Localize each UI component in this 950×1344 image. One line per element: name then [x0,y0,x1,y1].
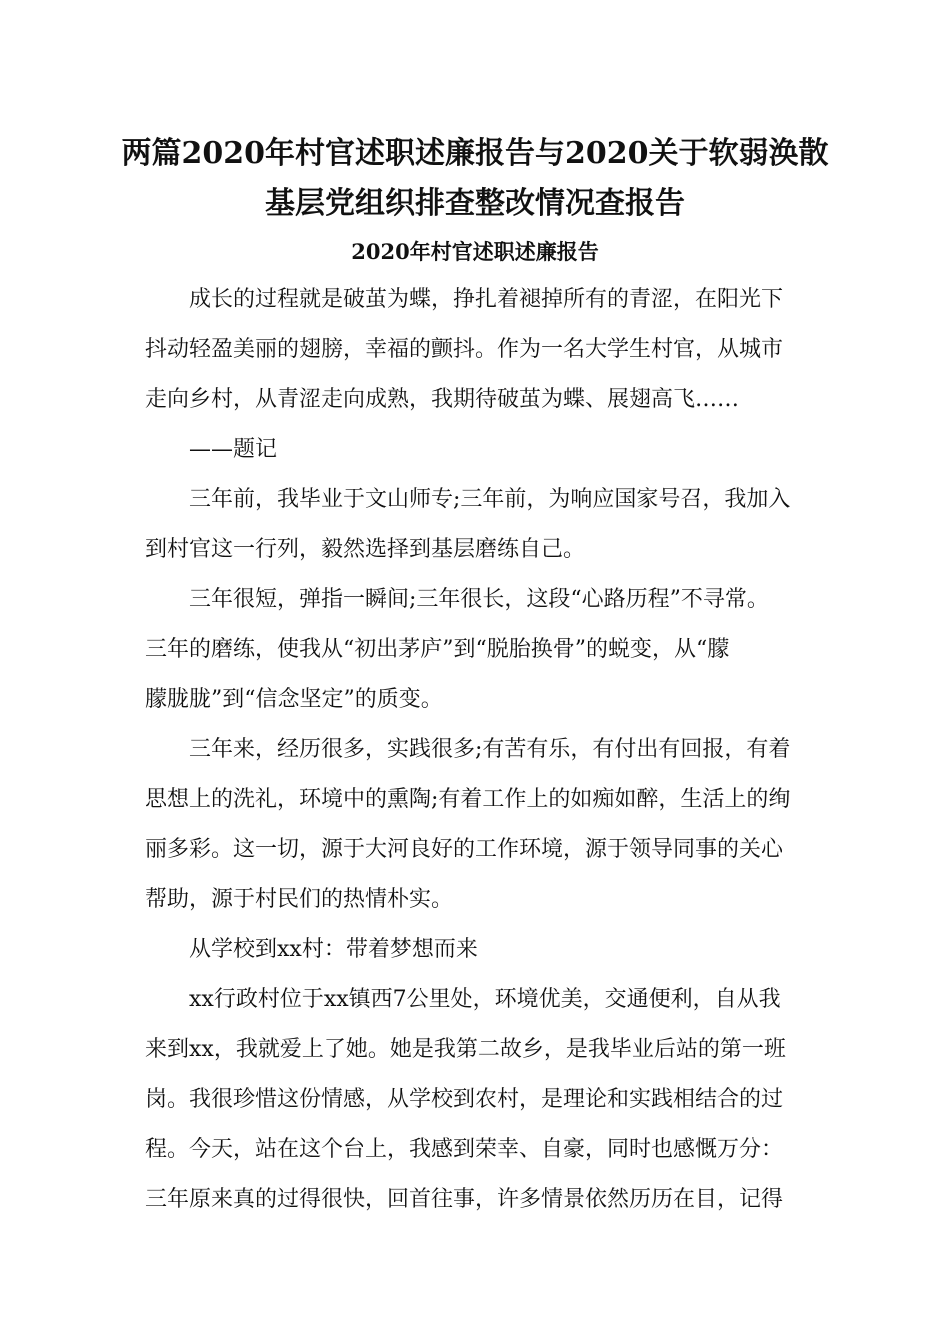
body-line-17: 岗。我很珍惜这份情感，从学校到农村，是理论和实践相结合的过 [145,1087,784,1112]
body-line-9: 朦胧胧”到“信念坚定”的质变。 [145,687,443,712]
body-line-4: ——题记 [189,437,278,462]
body-line-19: 三年原来真的过得很快，回首往事，许多情景依然历历在目，记得 [145,1187,784,1212]
body-line-13: 帮助，源于村民们的热情朴实。 [145,887,454,912]
body-line-2: 抖动轻盈美丽的翅膀，幸福的颤抖。作为一名大学生村官，从城市 [145,337,784,362]
body-line-16: 来到xx，我就爱上了她。她是我第二故乡，是我毕业后站的第一班 [145,1037,786,1062]
body-line-3: 走向乡村，从青涩走向成熟，我期待破茧为蝶、展翅高飞…… [145,387,740,412]
body-line-12: 丽多彩。这一切，源于大河良好的工作环境，源于领导同事的关心 [145,837,784,862]
body-line-7: 三年很短，弹指一瞬间;三年很长，这段“心路历程”不寻常。 [189,587,769,612]
body-line-10: 三年来，经历很多，实践很多;有苦有乐，有付出有回报，有着 [189,737,791,762]
body-line-15: xx行政村位于xx镇西7公里处，环境优美，交通便利，自从我 [189,987,781,1012]
body-line-6: 到村官这一行列，毅然选择到基层磨练自己。 [145,537,586,562]
body-line-18: 程。今天，站在这个台上，我感到荣幸、自豪，同时也感慨万分： [145,1137,784,1162]
document-title-line-2: 基层党组织排查整改情况查报告 [265,186,685,221]
body-line-14: 从学校到xx村：带着梦想而来 [189,937,478,962]
section-title: 2020年村官述职述廉报告 [351,239,599,264]
body-line-8: 三年的磨练，使我从“初出茅庐”到“脱胎换骨”的蜕变，从“朦 [145,637,730,662]
body-line-11: 思想上的洗礼，环境中的熏陶;有着工作上的如痴如醉，生活上的绚 [145,787,791,812]
body-line-5: 三年前，我毕业于文山师专;三年前，为响应国家号召，我加入 [189,487,791,512]
document-title-line-1: 两篇2020年村官述职述廉报告与2020关于软弱涣散 [121,136,829,171]
body-line-1: 成长的过程就是破茧为蝶，挣扎着褪掉所有的青涩，在阳光下 [189,287,784,312]
